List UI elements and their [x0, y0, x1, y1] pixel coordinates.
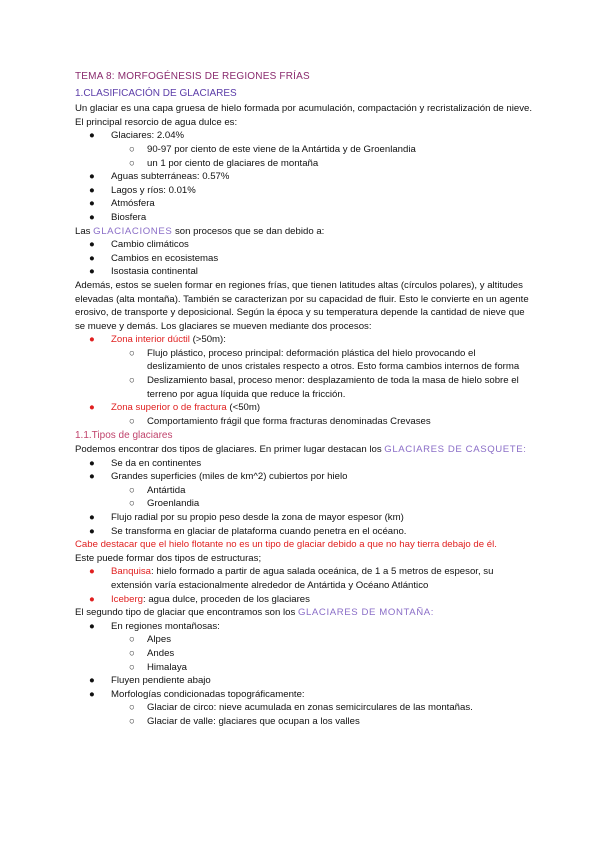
- montana-list: [75, 620, 535, 729]
- glaciaciones-sentence: Las GLACIACIONES son procesos que se dan debido a:: [75, 225, 325, 237]
- circle-bullet-icon: ○: [129, 661, 135, 673]
- bullet-icon: ●: [89, 471, 95, 483]
- list-item: ○ Comportamiento frágil que forma fracturas denominadas Crevases: [129, 415, 431, 427]
- bullet-icon: ●: [89, 525, 95, 537]
- circle-bullet-icon: ○: [129, 143, 135, 155]
- list-item: ○ Deslizamiento basal, proceso menor: desplazamiento de toda la masa de hielo sobre el terreno por agua líquida que reduce la fricción.: [129, 375, 519, 400]
- structures-list: [75, 565, 535, 606]
- circle-bullet-icon: ○: [129, 702, 135, 714]
- list-item: ● Cambios en ecosistemas: [89, 252, 219, 264]
- casquete-list: [75, 457, 535, 539]
- list-item: ○ Andes: [129, 647, 175, 659]
- montana-intro: El segundo tipo de glaciar que encontramos son los GLACIARES DE MONTAÑA:: [75, 607, 435, 619]
- circle-bullet-icon: ○: [129, 157, 135, 169]
- bullet-icon: ●: [89, 171, 95, 183]
- list-item: ○ Flujo plástico, proceso principal: deformación plástica del hielo provocando el deslizamiento de unos cristales respecto a otros. Esto forma cambios internos de forma: [129, 347, 520, 373]
- circle-bullet-icon: ○: [129, 415, 135, 427]
- list-item: ● Glaciares: 2.04%: [89, 130, 185, 142]
- banquisa-term: Banquisa: [111, 566, 152, 578]
- zones-list: [75, 333, 535, 428]
- list-item: ● En regiones montañosas:: [89, 620, 220, 632]
- list-item: ○ Alpes: [129, 634, 171, 646]
- list-item: ● Fluyen pendiente abajo: [89, 675, 211, 687]
- document-title: TEMA 8: MORFOGÉNESIS DE REGIONES FRÍAS: [75, 71, 310, 82]
- list-item: ● Aguas subterráneas: 0.57%: [89, 171, 230, 183]
- bullet-icon: ●: [89, 266, 95, 278]
- bullet-icon: ●: [89, 566, 95, 578]
- water-resources-list: [75, 129, 535, 224]
- circle-bullet-icon: ○: [129, 647, 135, 659]
- movement-paragraph: Además, estos se suelen formar en regiones frías, que tienen latitudes altas (círculos polares), y altitudes elevadas (alta montaña). También se caracterizan por su capacidad de fluir. Esto le convierte en un agente erosivo, de transporte y deposicional. Según la época y su temperatura depende la cantidad de nieve que se mueve y demás. Los glaciares se mueven mediante dos procesos:: [75, 279, 529, 332]
- list-item: ○ un 1 por ciento de glaciares de montaña: [129, 157, 319, 169]
- structures-intro: Este puede formar dos tipos de estructuras;: [75, 552, 262, 564]
- circle-bullet-icon: ○: [129, 498, 135, 510]
- list-item: ● Iceberg: agua dulce, proceden de los glaciares: [89, 593, 310, 605]
- bullet-icon: ●: [89, 675, 95, 687]
- bullet-icon: ●: [89, 198, 95, 210]
- bullet-icon: ●: [89, 512, 95, 523]
- list-item: ● Flujo radial por su propio peso desde la zona de mayor espesor (km): [89, 512, 404, 523]
- causes-list: [75, 238, 535, 279]
- circle-bullet-icon: ○: [129, 715, 135, 727]
- list-item: ● Isostasia continental: [89, 266, 198, 278]
- list-item: ● Se transforma en glaciar de plataforma cuando penetra en el océano.: [89, 525, 407, 537]
- list-item: ● Cambio climáticos: [89, 239, 189, 251]
- document-page: [75, 70, 535, 729]
- list-item: ● Morfologías condicionadas topográficamente:: [89, 688, 305, 700]
- bullet-icon: ●: [89, 184, 95, 196]
- list-item: ○ Glaciar de valle: glaciares que ocupan a los valles: [129, 715, 360, 727]
- section-heading: 1.CLASIFICACIÓN DE GLACIARES: [75, 87, 237, 99]
- iceberg-term: Iceberg: [111, 593, 143, 605]
- bullet-icon: ●: [89, 252, 95, 264]
- circle-bullet-icon: ○: [129, 634, 135, 646]
- bullet-icon: ●: [89, 334, 95, 346]
- bullet-icon: ●: [89, 457, 95, 469]
- list-item: ○ Groenlandia: [129, 498, 200, 510]
- list-item: ● Zona superior o de fractura (<50m): [89, 402, 261, 414]
- list-item: ● Se da en continentes: [89, 457, 202, 469]
- montana-term: GLACIARES DE MONTAÑA:: [297, 607, 435, 619]
- bullet-icon: ●: [89, 620, 95, 632]
- list-item: ○ 90-97 por ciento de este viene de la Antártida y de Groenlandia: [129, 143, 416, 155]
- bullet-icon: ●: [89, 211, 95, 223]
- bullet-icon: ●: [89, 593, 95, 605]
- bullet-icon: ●: [89, 130, 95, 142]
- bullet-icon: ●: [89, 688, 95, 700]
- casquete-term: GLACIARES DE CASQUETE: [384, 444, 524, 456]
- circle-bullet-icon: ○: [129, 347, 135, 359]
- intro-paragraph: Un glaciar es una capa gruesa de hielo formada por acumulación, compactación y recristalización de nieve. El principal resorcio de agua dulce es:: [75, 103, 533, 128]
- types-intro: Podemos encontrar dos tipos de glaciares. En primer lugar destacan los GLACIARES DE CASQUETE:: [75, 444, 527, 456]
- list-item: ○ Antártida: [129, 484, 186, 496]
- list-item: ● Atmósfera: [89, 198, 155, 210]
- list-item: ● Biosfera: [89, 211, 147, 223]
- bullet-icon: ●: [89, 239, 95, 251]
- list-item: ● Lagos y ríos: 0.01%: [89, 184, 196, 196]
- list-item: ○ Himalaya: [129, 661, 187, 673]
- glaciaciones-term: GLACIACIONES: [93, 225, 173, 237]
- floating-ice-note: Cabe destacar que el hielo flotante no es un tipo de glaciar debido a que no hay tierra debajo de él.: [75, 539, 497, 551]
- bullet-icon: ●: [89, 402, 95, 414]
- zone-label: Zona interior dúctil: [111, 334, 190, 346]
- list-item: ○ Glaciar de circo: nieve acumulada en zonas semicirculares de las montañas.: [129, 702, 473, 714]
- list-item: ● Grandes superficies (miles de km^2) cubiertos por hielo: [89, 471, 348, 483]
- zone-label: Zona superior o de fractura: [111, 402, 227, 414]
- subsection-heading: 1.1.Tipos de glaciares: [75, 430, 173, 442]
- circle-bullet-icon: ○: [129, 484, 135, 496]
- list-item: ● Zona interior dúctil (>50m):: [89, 334, 226, 346]
- circle-bullet-icon: ○: [129, 375, 135, 387]
- list-item: ● Banquisa: hielo formado a partir de agua salada oceánica, de 1 a 5 metros de espesor, su extensión varía estacionalmente alrededor de Antártida y Océano Atlántico: [89, 566, 494, 591]
